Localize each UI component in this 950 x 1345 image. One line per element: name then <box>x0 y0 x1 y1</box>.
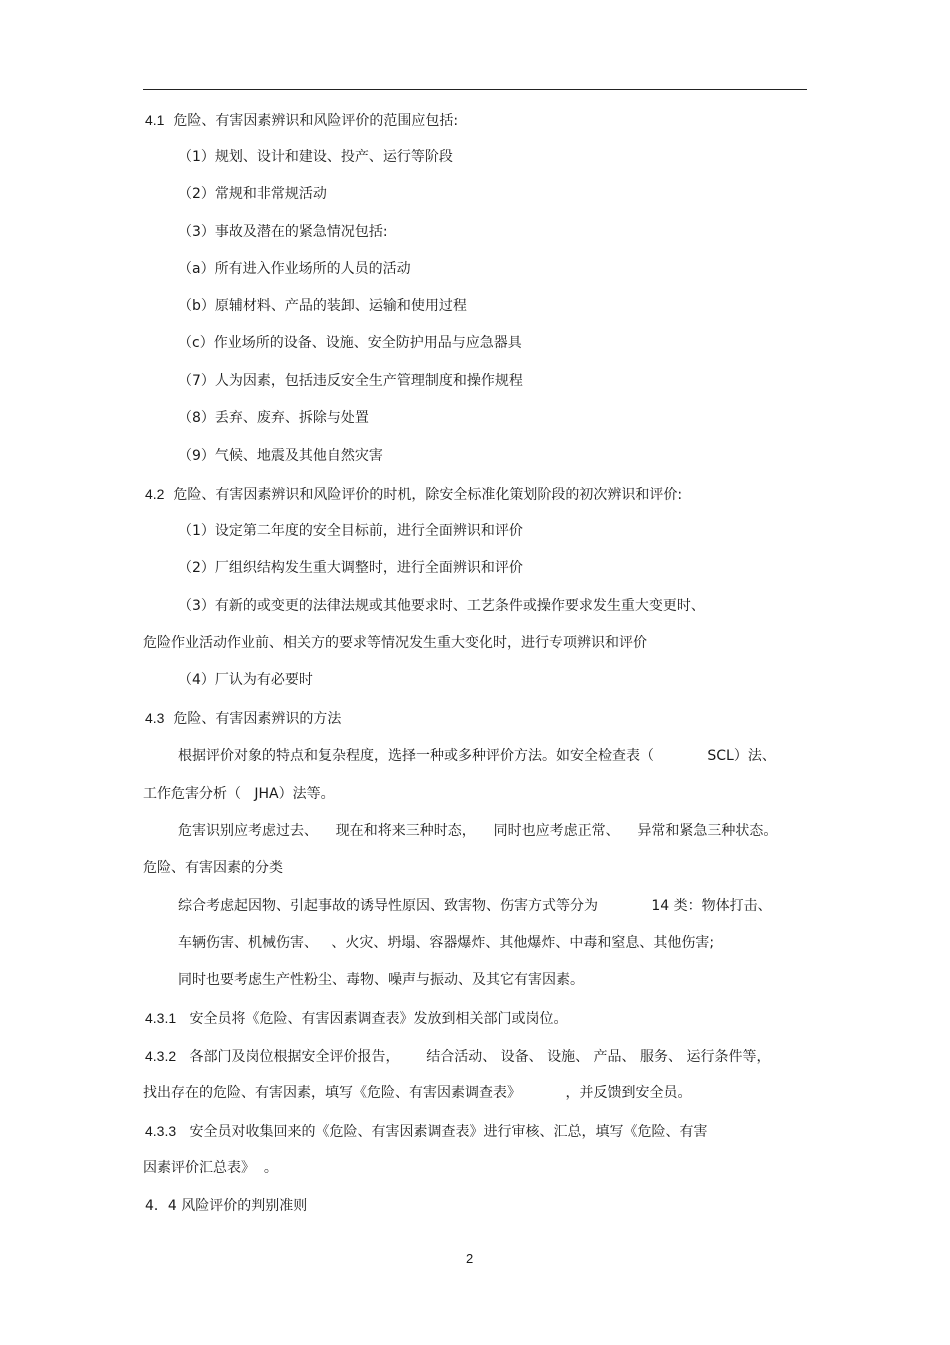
list-item: （7）人为因素，包括违反安全生产管理制度和操作规程 <box>178 373 523 389</box>
subheading: 危险、有害因素的分类 <box>143 860 283 876</box>
paragraph-continuation: 找出存在的危险、有害因素，填写《危险、有害因素调查表》 ，并反馈到安全员。 <box>143 1085 692 1101</box>
header-rule <box>143 89 807 90</box>
list-item: （2）常规和非常规活动 <box>178 186 327 202</box>
section-4-2: 4.2 危险、有害因素辨识和风险评价的时机，除安全标准化策划阶段的初次辨识和评价: <box>145 486 683 503</box>
section-4-4: 4．4 风险评价的判别准则 <box>145 1198 308 1214</box>
list-item: （3）有新的或变更的法律法规或其他要求时、工艺条件或操作要求发生重大变更时、 <box>178 598 705 614</box>
section-4-3-1: 4.3.1 安全员将《危险、有害因素调查表》发放到相关部门或岗位。 <box>145 1010 568 1027</box>
section-4-3-3: 4.3.3 安全员对收集回来的《危险、有害因素调查表》进行审核、汇总，填写《危险、有害 <box>145 1123 708 1140</box>
list-item: （3）事故及潜在的紧急情况包括: <box>178 224 388 240</box>
list-item: （1）设定第二年度的安全目标前，进行全面辨识和评价 <box>178 523 523 539</box>
list-item: （c）作业场所的设备、设施、安全防护用品与应急器具 <box>178 335 522 351</box>
section-4-3-2: 4.3.2 各部门及岗位根据安全评价报告， 结合活动、 设备、 设施、 产品、 服务、 运行条件等， <box>145 1048 771 1065</box>
page-number: 2 <box>466 1251 474 1266</box>
section-4-3: 4.3 危险、有害因素辨识的方法 <box>145 710 342 727</box>
paragraph: 同时也要考虑生产性粉尘、毒物、噪声与振动、及其它有害因素。 <box>178 972 584 988</box>
list-item: （4）厂认为有必要时 <box>178 672 313 688</box>
list-item: （8）丢弃、废弃、拆除与处置 <box>178 410 369 426</box>
paragraph: 根据评价对象的特点和复杂程度，选择一种或多种评价方法。如安全检查表（ SCL）法、 <box>178 748 776 764</box>
list-item-continuation: 危险作业活动作业前、相关方的要求等情况发生重大变化时，进行专项辨识和评价 <box>143 635 647 651</box>
paragraph: 综合考虑起因物、引起事故的诱导性原因、致害物、伤害方式等分为 14 类：物体打击、 <box>178 898 772 914</box>
list-item: （1）规划、设计和建设、投产、运行等阶段 <box>178 149 453 165</box>
list-item: （a）所有进入作业场所的人员的活动 <box>178 261 411 277</box>
paragraph: 危害识别应考虑过去、 现在和将来三种时态， 同时也应考虑正常、 异常和紧急三种状态。 <box>178 823 778 839</box>
paragraph-continuation: 因素评价汇总表》 。 <box>143 1160 278 1176</box>
section-4-1: 4.1 危险、有害因素辨识和风险评价的范围应包括: <box>145 112 459 129</box>
list-item: （9）气候、地震及其他自然灾害 <box>178 448 383 464</box>
list-item: （2）厂组织结构发生重大调整时，进行全面辨识和评价 <box>178 560 523 576</box>
paragraph: 车辆伤害、机械伤害、 、火灾、坍塌、容器爆炸、其他爆炸、中毒和窒息、其他伤害; <box>178 935 715 951</box>
paragraph-continuation: 工作危害分析（ JHA）法等。 <box>143 786 335 802</box>
list-item: （b）原辅材料、产品的装卸、运输和使用过程 <box>178 298 467 314</box>
